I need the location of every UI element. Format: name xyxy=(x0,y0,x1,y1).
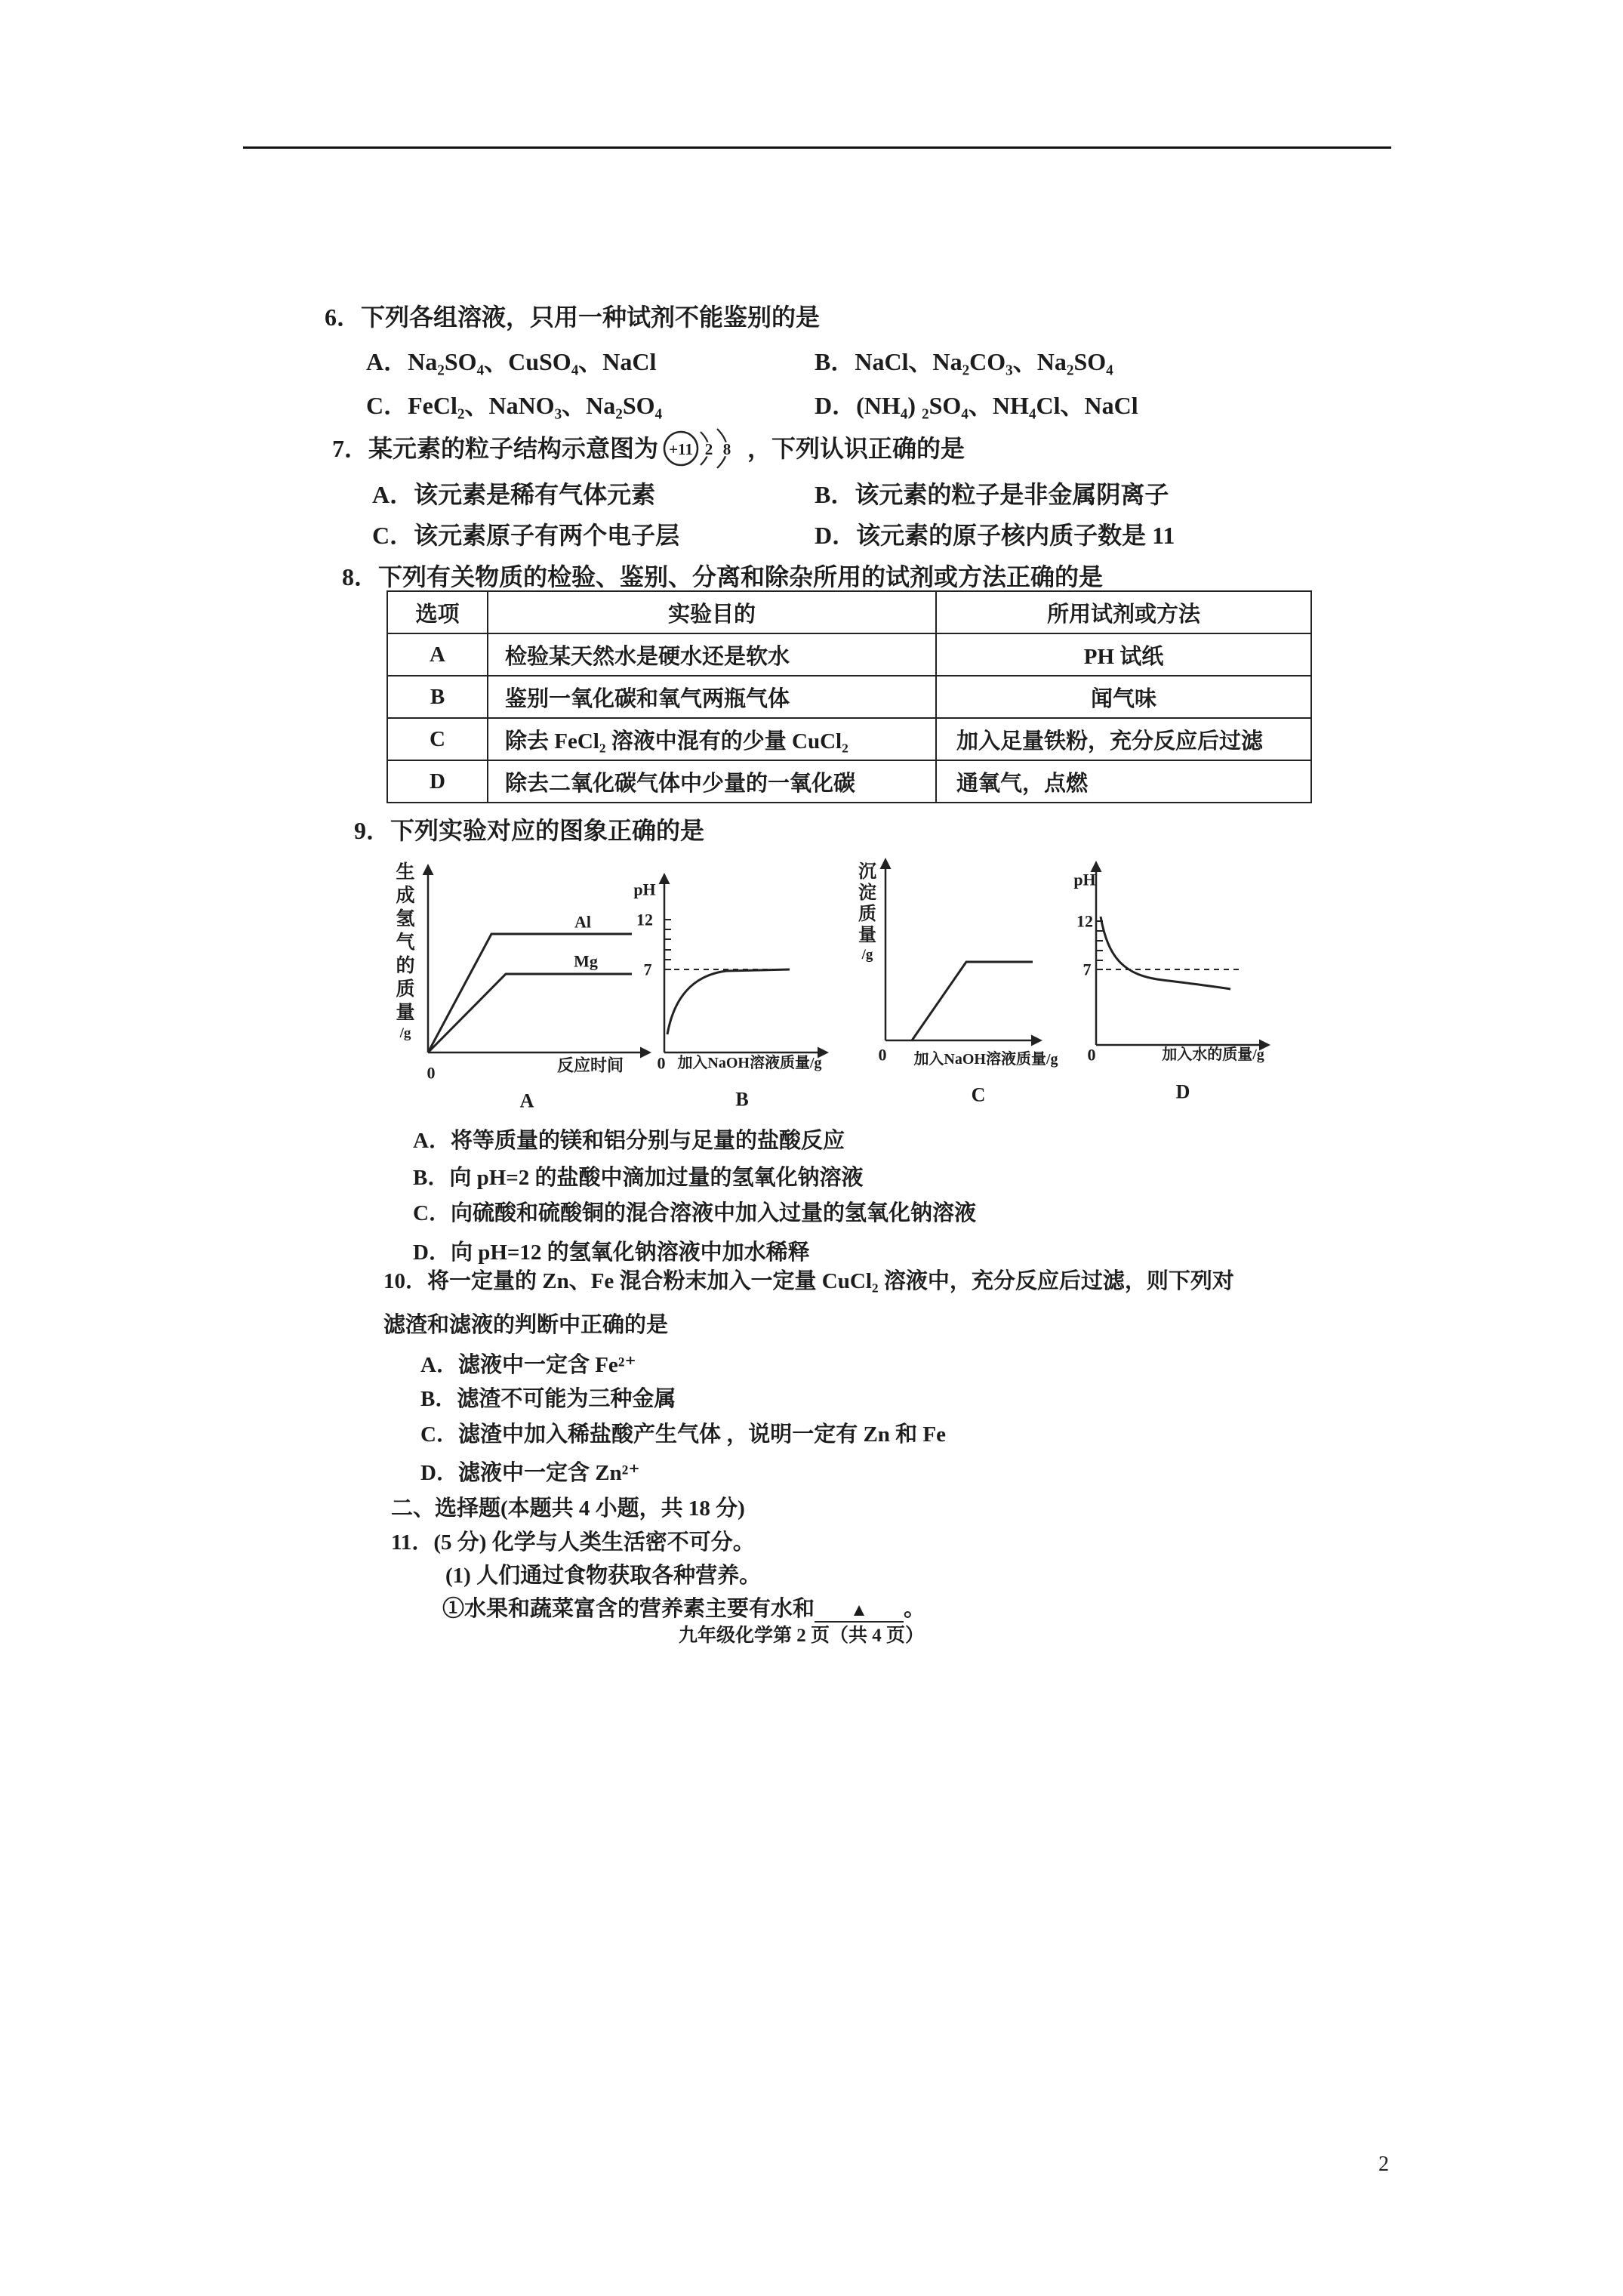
graph-d-x-label: 加入水的质量/g xyxy=(1162,1046,1264,1063)
graph-c-y-unit: /g xyxy=(861,947,873,963)
table-header-option: 选项 xyxy=(387,591,488,633)
page-number: 2 xyxy=(1378,2153,1389,2176)
q6-option-b: B．NaCl、Na₂CO₃、Na₂SO₄ xyxy=(815,348,1113,375)
graph-d-tick-7: 7 xyxy=(1083,960,1092,979)
table-row xyxy=(387,760,1311,803)
q7-option-d: D．该元素的原子核内质子数是 11 xyxy=(815,522,1175,549)
graph-d-ticks xyxy=(1096,921,1103,969)
graph-d-letter: D xyxy=(1175,1080,1190,1103)
graph-d xyxy=(1073,863,1268,1103)
table-cell-purpose: 鉴别一氧化碳和氧气两瓶气体 xyxy=(488,676,936,718)
header-rule xyxy=(243,146,1391,149)
q10-option-d: D．滤液中一定含 Zn²⁺ xyxy=(420,1461,640,1485)
table-cell-purpose: 检验某天然水是硬水还是软水 xyxy=(488,633,936,676)
graph-a-y-unit: /g xyxy=(399,1025,411,1041)
q10-option-b: B．滤渣不可能为三种金属 xyxy=(420,1387,676,1411)
table-cell-method: 通氧气，点燃 xyxy=(936,760,1311,803)
graph-a-y-label xyxy=(396,861,415,1043)
q11-subquestion-1: (1) 人们通过食物获取各种营养。 xyxy=(445,1564,762,1588)
q9-graphs xyxy=(377,846,1298,1117)
graph-c-origin: 0 xyxy=(878,1045,887,1065)
q11-blank-prefix: ①水果和蔬菜富含的营养素主要有水和 xyxy=(442,1597,815,1621)
graph-a xyxy=(427,866,650,1112)
q7-stem-after: ，下列认识正确的是 xyxy=(747,435,965,462)
graph-a-y-label-text: 生成氢气的质量 xyxy=(396,862,415,1023)
graph-a-label-mg: Mg xyxy=(574,951,598,971)
graph-d-curve xyxy=(1101,917,1230,989)
q11-blank-suffix: 。 xyxy=(904,1597,926,1621)
q10-option-c: C．滤渣中加入稀盐酸产生气体 ，说明一定有 Zn 和 Fe xyxy=(420,1422,947,1447)
q6-option-c: C．FeCl₂、NaNO₃、Na₂SO₄ xyxy=(366,392,663,419)
scan-page-footer: 九年级化学第 2 页（共 4 页） xyxy=(679,1626,925,1646)
q10-option-a: A．滤液中一定含 Fe²⁺ xyxy=(420,1353,636,1377)
graph-a-x-label: 反应时间 xyxy=(556,1056,624,1075)
table-header-purpose: 实验目的 xyxy=(488,591,936,633)
graph-c-letter: C xyxy=(971,1083,986,1106)
table-cell-option: B xyxy=(387,676,488,718)
graph-b-y-label: pH xyxy=(633,880,656,899)
graph-b xyxy=(633,875,827,1111)
table-row xyxy=(387,633,1311,676)
table-cell-method: 加入足量铁粉，充分反应后过滤 xyxy=(936,718,1311,760)
q10-stem-line2: 滤渣和滤液的判断中正确的是 xyxy=(383,1313,669,1337)
graph-c-x-label: 加入NaOH溶液质量/g xyxy=(913,1051,1058,1068)
table-cell-purpose: 除去 FeCl₂ 溶液中混有的少量 CuCl₂ xyxy=(488,718,936,760)
graph-c xyxy=(879,860,1058,1106)
answer-blank xyxy=(815,1601,904,1623)
table-header-method: 所用试剂或方法 xyxy=(936,591,1311,633)
graph-c-y-label xyxy=(858,861,876,964)
q8-stem: 8．下列有关物质的检验、鉴别、分离和除杂所用的试剂或方法正确的是 xyxy=(342,563,1104,590)
q7-option-b: B．该元素的粒子是非金属阴离子 xyxy=(815,481,1169,508)
q9-option-d: D．向 pH=12 的氢氧化钠溶液中加水稀释 xyxy=(413,1240,810,1265)
q7-option-c: C．该元素原子有两个电子层 xyxy=(372,522,680,549)
graph-a-origin: 0 xyxy=(427,1063,436,1083)
q11-stem: 11．(5 分) 化学与人类生活密不可分。 xyxy=(391,1530,755,1555)
q7-stem-before: 7．某元素的粒子结构示意图为 xyxy=(332,435,659,462)
table-cell-option: D xyxy=(387,760,488,803)
graph-b-origin: 0 xyxy=(657,1053,666,1073)
q9-option-b: B．向 pH=2 的盐酸中滴加过量的氢氧化钠溶液 xyxy=(413,1166,864,1190)
q6-stem: 6．下列各组溶液，只用一种试剂不能鉴别的是 xyxy=(325,304,821,331)
graph-a-label-al: Al xyxy=(574,912,591,932)
table-cell-purpose: 除去二氧化碳气体中少量的一氧化碳 xyxy=(488,760,936,803)
graph-b-tick-12: 12 xyxy=(636,910,653,929)
graph-b-curve xyxy=(667,969,790,1034)
table-cell-method: 闻气味 xyxy=(936,676,1311,718)
q9-option-c: C．向硫酸和硫酸铜的混合溶液中加入过量的氢氧化钠溶液 xyxy=(413,1201,976,1225)
q9-stem: 9．下列实验对应的图象正确的是 xyxy=(354,817,705,844)
graph-b-x-label: 加入NaOH溶液质量/g xyxy=(677,1055,822,1071)
graph-a-curve-mg xyxy=(428,974,632,1052)
graph-a-curve-al xyxy=(428,934,632,1052)
table-row xyxy=(387,676,1311,718)
q10-stem-line1: 10．将一定量的 Zn、Fe 混合粉末加入一定量 CuCl₂ 溶液中，充分反应后过滤，则下列对 xyxy=(383,1269,1234,1293)
q8-table xyxy=(387,590,1312,803)
q7-stem xyxy=(332,426,965,471)
nucleus-charge: +11 xyxy=(669,440,693,458)
graph-c-y-label-text: 沉淀质量 xyxy=(858,862,876,945)
table-cell-option: C xyxy=(387,718,488,760)
q6-option-d: D．(NH₄) ₂SO₄、NH₄Cl、NaCl xyxy=(815,392,1138,419)
electron-shell-2-count: 8 xyxy=(722,440,731,458)
q6-option-a: A．Na₂SO₄、CuSO₄、NaCl xyxy=(366,348,657,375)
table-row xyxy=(387,718,1311,760)
graph-a-letter: A xyxy=(519,1089,534,1112)
graph-b-ticks xyxy=(664,920,671,969)
table-cell-option: A xyxy=(387,633,488,676)
section-2-title: 二、选择题(本题共 4 小题，共 18 分) xyxy=(391,1496,745,1521)
table-header-row xyxy=(387,591,1311,633)
graph-d-origin: 0 xyxy=(1087,1045,1096,1065)
graph-c-curve xyxy=(912,962,1033,1040)
graph-d-y-label: pH xyxy=(1073,870,1096,889)
table-cell-method: PH 试纸 xyxy=(936,633,1311,676)
triangle-marker-icon: ▲ xyxy=(850,1601,868,1620)
electron-shell-1-count: 2 xyxy=(704,440,713,458)
graph-b-letter: B xyxy=(735,1088,749,1111)
q11-blank-line xyxy=(442,1598,925,1623)
graph-b-tick-7: 7 xyxy=(643,960,652,979)
graph-d-tick-12: 12 xyxy=(1076,911,1093,931)
q7-option-a: A．该元素是稀有气体元素 xyxy=(372,481,656,508)
q9-option-a: A．将等质量的镁和铝分别与足量的盐酸反应 xyxy=(413,1129,845,1153)
atom-structure-diagram xyxy=(661,425,746,472)
